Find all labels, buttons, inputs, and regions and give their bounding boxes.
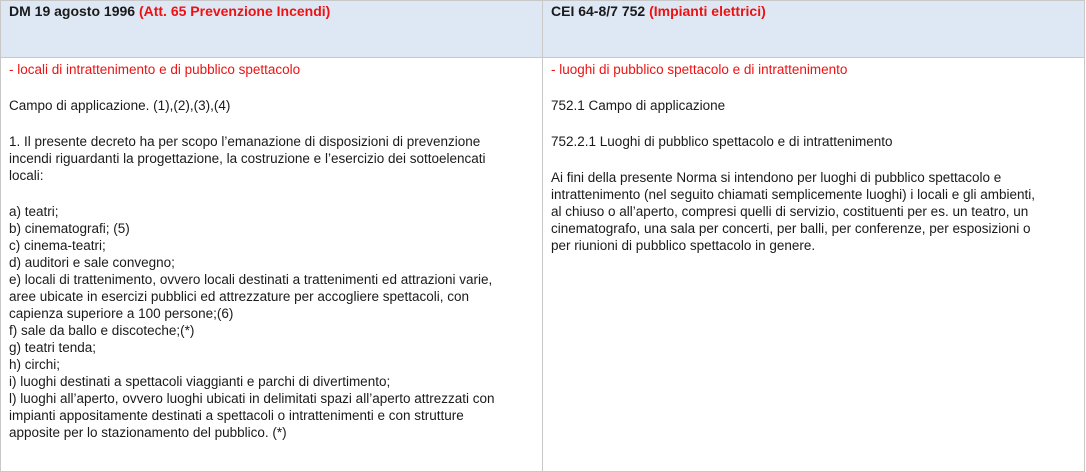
text-line: i) luoghi destinati a spettacoli viaggianti e parchi di divertimento;: [9, 374, 391, 389]
right-header: [543, 1, 1085, 58]
right-content: [543, 58, 1085, 472]
right-header-note: (Impianti elettrici): [649, 3, 766, 19]
right-header-title: CEI 64-8/7 752: [551, 3, 646, 19]
text-line: Ai fini della presente Norma si intendono per luoghi di pubblico spettacolo e: [551, 170, 1002, 185]
text-line: incendi riguardanti la progettazione, la costruzione e l’esercizio dei sottoelencati: [9, 151, 486, 166]
text-line: apposite per lo stazionamento del pubblico. (*): [9, 425, 287, 440]
text-line: 752.2.1 Luoghi di pubblico spettacolo e di intrattenimento: [551, 134, 893, 149]
text-line: 752.1 Campo di applicazione: [551, 98, 726, 113]
text-line: cinematografo, una sala per concerti, per balli, per conferenze, per esposizioni o: [551, 221, 1031, 236]
left-header-note: (Att. 65 Prevenzione Incendi): [138, 3, 331, 19]
text-line: e) locali di trattenimento, ovvero locali destinati a trattenimenti ed attrazioni varie,: [9, 272, 493, 287]
text-line: b) cinematografi; (5): [9, 221, 130, 236]
text-line: impianti appositamente destinati a spettacoli o intrattenimenti e con strutture: [9, 408, 464, 423]
left-paragraph: [9, 203, 534, 441]
header-row: [1, 1, 1085, 58]
text-line: c) cinema-teatri;: [9, 238, 106, 253]
text-line: 1. Il presente decreto ha per scopo l’emanazione di disposizioni di prevenzione: [9, 134, 481, 149]
text-line: d) auditori e sale convegno;: [9, 255, 175, 270]
left-paragraph: [9, 133, 534, 184]
text-line: per riunioni di pubblico spettacolo in genere.: [551, 238, 816, 253]
right-paragraph: [551, 97, 1076, 114]
left-paragraph: [9, 97, 534, 114]
right-subtitle: - luoghi di pubblico spettacolo e di intrattenimento: [551, 62, 848, 77]
text-line: a) teatri;: [9, 204, 59, 219]
text-line: capienza superiore a 100 persone;(6): [9, 306, 234, 321]
content-row: [1, 58, 1085, 472]
left-header: [1, 1, 543, 58]
text-line: f) sale da ballo e discoteche;(*): [9, 323, 195, 338]
left-subtitle: - locali di intrattenimento e di pubblico spettacolo: [9, 62, 301, 77]
text-line: h) circhi;: [9, 357, 61, 372]
text-line: Campo di applicazione. (1),(2),(3),(4): [9, 98, 231, 113]
right-paragraph: [551, 133, 1076, 150]
right-paragraph: [551, 169, 1076, 254]
text-line: aree ubicate in esercizi pubblici ed attrezzature per accogliere spettacoli, con: [9, 289, 470, 304]
left-content: [1, 58, 543, 472]
text-line: g) teatri tenda;: [9, 340, 97, 355]
text-line: al chiuso o all’aperto, compresi quelli di servizio, costituenti per es. un teatro, un: [551, 204, 1029, 219]
text-line: intrattenimento (nel seguito chiamati semplicemente luoghi) i locali e gli ambienti,: [551, 187, 1035, 202]
text-line: l) luoghi all’aperto, ovvero luoghi ubicati in delimitati spazi all’aperto attrezzati con: [9, 391, 495, 406]
text-line: locali:: [9, 168, 44, 183]
left-header-title: DM 19 agosto 1996: [9, 3, 136, 19]
